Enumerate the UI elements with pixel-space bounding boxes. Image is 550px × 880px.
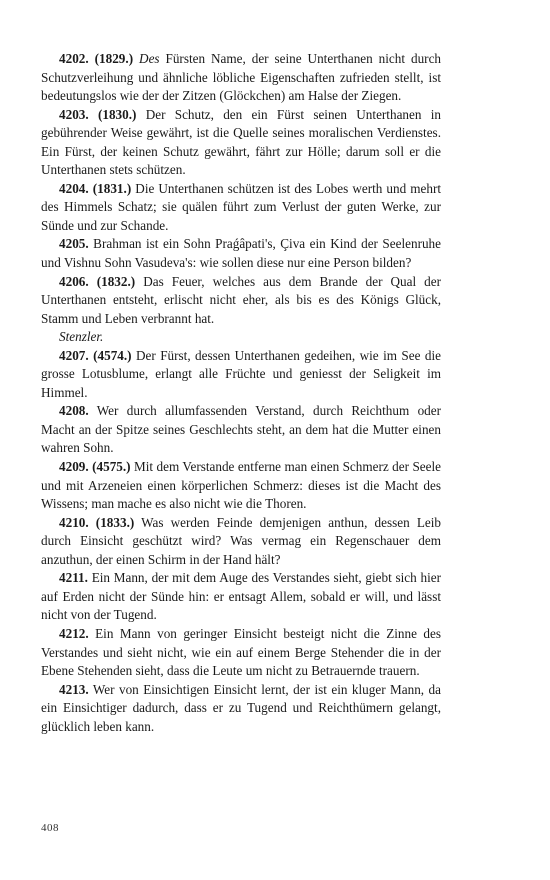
entry-source: (1831.) xyxy=(92,180,132,196)
entry-text: Die Unterthanen schützen ist des Lobes werth und mehrt des Himmels Schatz; sie quälen führt zum Verlust der guten Werke, zur Sünde und zur Schande. xyxy=(41,180,442,233)
entry-text: Der Schutz, den ein Fürst seinen Unterthanen in gebührender Weise gewährt, ist die Quelle seines moralischen Verdienstes. Ein Fürst, der keinen Schutz gewährt, fährt zur Hölle; darum soll er die Unterthanen stets schützen. xyxy=(41,106,441,178)
entry-text: Ein Mann, der mit dem Auge des Verstandes sieht, giebt sich hier auf Erden nicht der Sünde hin: er entsagt Allem, sobald er will, und lässt nicht von der Tugend. xyxy=(41,570,441,623)
attribution-stenzler: Stenzler. xyxy=(59,329,104,345)
entry-number: 4207. xyxy=(59,347,89,363)
entry-source: (1830.) xyxy=(97,106,137,122)
entry-text: Das Feuer, welches aus dem Brande der Qual der Unterthanen entsteht, erlischt nicht eher, als bis es des Königs Glück, Stamm und Leben verbrannt hat. xyxy=(41,273,442,326)
entry-4202 xyxy=(41,50,441,106)
entry-4204 xyxy=(41,180,441,236)
entry-number: 4208. xyxy=(59,403,89,419)
page-body xyxy=(41,50,441,736)
entry-source: (1832.) xyxy=(96,273,136,289)
entry-4210 xyxy=(41,514,441,570)
entry-lead-word: Des xyxy=(139,51,160,66)
page-number: 408 xyxy=(41,822,59,834)
entry-number: 4202. xyxy=(59,51,89,66)
entry-text: Ein Mann von geringer Einsicht besteigt nicht die Zinne des Verstandes und sieht nicht, wie ein auf einem Berge Stehender die in der Ebene Stehenden sieht, dass die Leute um nicht zu Betrauernde trauern. xyxy=(41,625,441,679)
entry-number: 4204. xyxy=(59,180,89,196)
entry-text: Mit dem Verstande entferne man einen Schmerz der Seele und mit Arzeneien einen körperlichen Schmerz: dieses ist die Macht des Wissens; man mache es also nicht wie die Thoren. xyxy=(41,459,441,512)
entry-number: 4211. xyxy=(59,570,88,586)
entry-text: Was werden Feinde demjenigen anthun, dessen Leib durch Einsicht geschützt wird? Was vermag ein Regenschauer dem anzuthun, der einen Schirm in der Hand hält? xyxy=(41,514,441,567)
entry-4206 xyxy=(41,273,441,329)
entry-number: 4205. xyxy=(59,236,89,252)
entry-4213 xyxy=(41,681,441,737)
entry-4203 xyxy=(41,106,441,180)
entry-number: 4203. xyxy=(59,106,89,122)
entry-number: 4212. xyxy=(59,625,89,641)
entry-number: 4209. xyxy=(59,459,89,475)
entry-number: 4213. xyxy=(59,681,89,697)
entry-text: Der Fürst, dessen Unterthanen gedeihen, wie im See die grosse Lotusblume, erlangt alle Früchte und geniesst der Seligkeit im Himmel. xyxy=(41,347,442,400)
entry-4212 xyxy=(41,625,441,681)
entry-text: Wer von Einsichtigen Einsicht lernt, der ist ein kluger Mann, da ein Einsichtiger dadurch, dass er zu Tugend und Reichthümern gelangt, glücklich leben kann. xyxy=(41,681,441,734)
entry-number: 4210. xyxy=(59,514,89,530)
entry-source: (1833.) xyxy=(95,514,135,530)
entry-4207 xyxy=(41,347,441,403)
entry-4208 xyxy=(41,402,441,458)
entry-source: (4574.) xyxy=(93,347,132,363)
entry-4205 xyxy=(41,235,441,272)
entry-4211 xyxy=(41,569,441,625)
entry-text: Fürsten Name, der seine Unterthanen nicht durch Schutzverleihung und ähnliche löbliche Eigenschaften zufrieden stellt, ist bedeutungslos wie der der Zitzen (Glöckchen) am Halse der Ziegen. xyxy=(41,51,442,104)
entry-text: Brahman ist ein Sohn Praǵâpati's, Çiva ein Kind der Seelenruhe und Vishnu Sohn Vasudeva's: wie sollen diese nur eine Person bilden? xyxy=(41,236,442,271)
entry-source: (4575.) xyxy=(92,459,131,475)
entry-source: (1829.) xyxy=(94,51,134,66)
entry-4209 xyxy=(41,458,441,514)
entry-text: Wer durch allumfassenden Verstand, durch Reichthum oder Macht an der Spitze seines Geschlechts steht, an dem hat die Mutter einen wahren Sohn. xyxy=(41,403,442,456)
entry-number: 4206. xyxy=(59,273,89,289)
